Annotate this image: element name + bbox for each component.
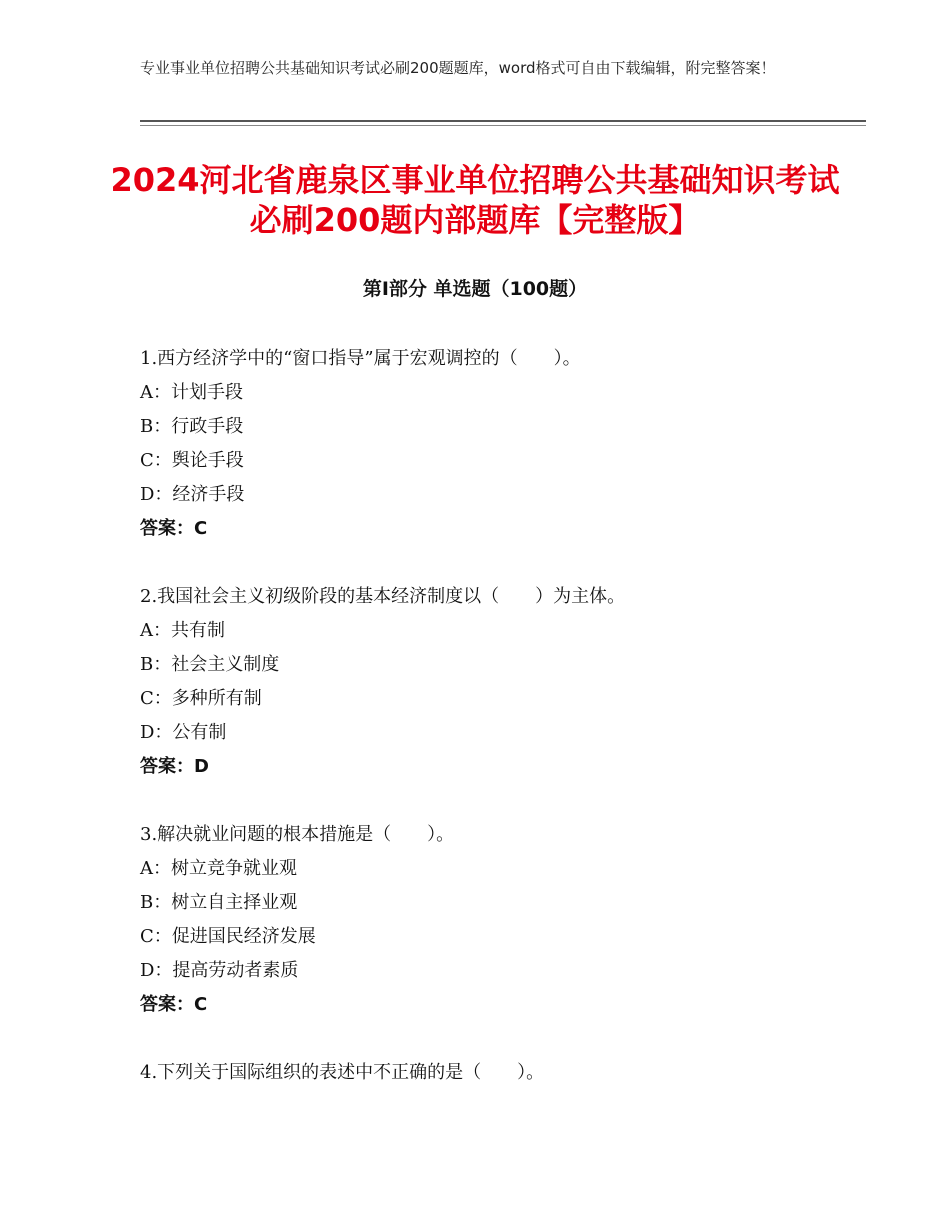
- question-stem: 3.解决就业问题的根本措施是（ ）。: [140, 824, 455, 845]
- option-a: A：计划手段: [140, 382, 243, 403]
- option-c: C：多种所有制: [140, 688, 262, 709]
- question-stem: 1.西方经济学中的“窗口指导”属于宏观调控的（ ）。: [140, 348, 581, 369]
- answer: 答案：C: [140, 518, 208, 539]
- section-title: 第Ⅰ部分 单选题（100题）: [362, 278, 588, 300]
- answer: 答案：C: [140, 994, 208, 1015]
- option-d: D：经济手段: [140, 484, 245, 505]
- question-stem: 4.下列关于国际组织的表述中不正确的是（ ）。: [140, 1062, 545, 1083]
- question-stem: 2.我国社会主义初级阶段的基本经济制度以（ ）为主体。: [140, 586, 626, 607]
- option-b: B：行政手段: [140, 416, 244, 437]
- option-c: C：舆论手段: [140, 450, 244, 471]
- option-b: B：社会主义制度: [140, 654, 280, 675]
- answer: 答案：D: [140, 756, 209, 777]
- question-list: [140, 342, 840, 1124]
- document-title: 2024河北省鹿泉区事业单位招聘公共基础知识考试必刷200题内部题库【完整版】: [110, 161, 840, 239]
- option-a: A：共有制: [140, 620, 225, 641]
- header-rule-thick: [140, 120, 866, 122]
- option-d: D：提高劳动者素质: [140, 960, 299, 981]
- question-1: [140, 342, 840, 546]
- header-rule-thin: [140, 125, 866, 126]
- question-4: [140, 1056, 840, 1090]
- question-3: [140, 818, 840, 1022]
- question-2: [140, 580, 840, 784]
- option-b: B：树立自主择业观: [140, 892, 298, 913]
- option-c: C：促进国民经济发展: [140, 926, 316, 947]
- option-a: A：树立竞争就业观: [140, 858, 297, 879]
- option-d: D：公有制: [140, 722, 227, 743]
- header-note: 专业事业单位招聘公共基础知识考试必刷200题题库，word格式可自由下载编辑，附完整答案！: [140, 59, 776, 77]
